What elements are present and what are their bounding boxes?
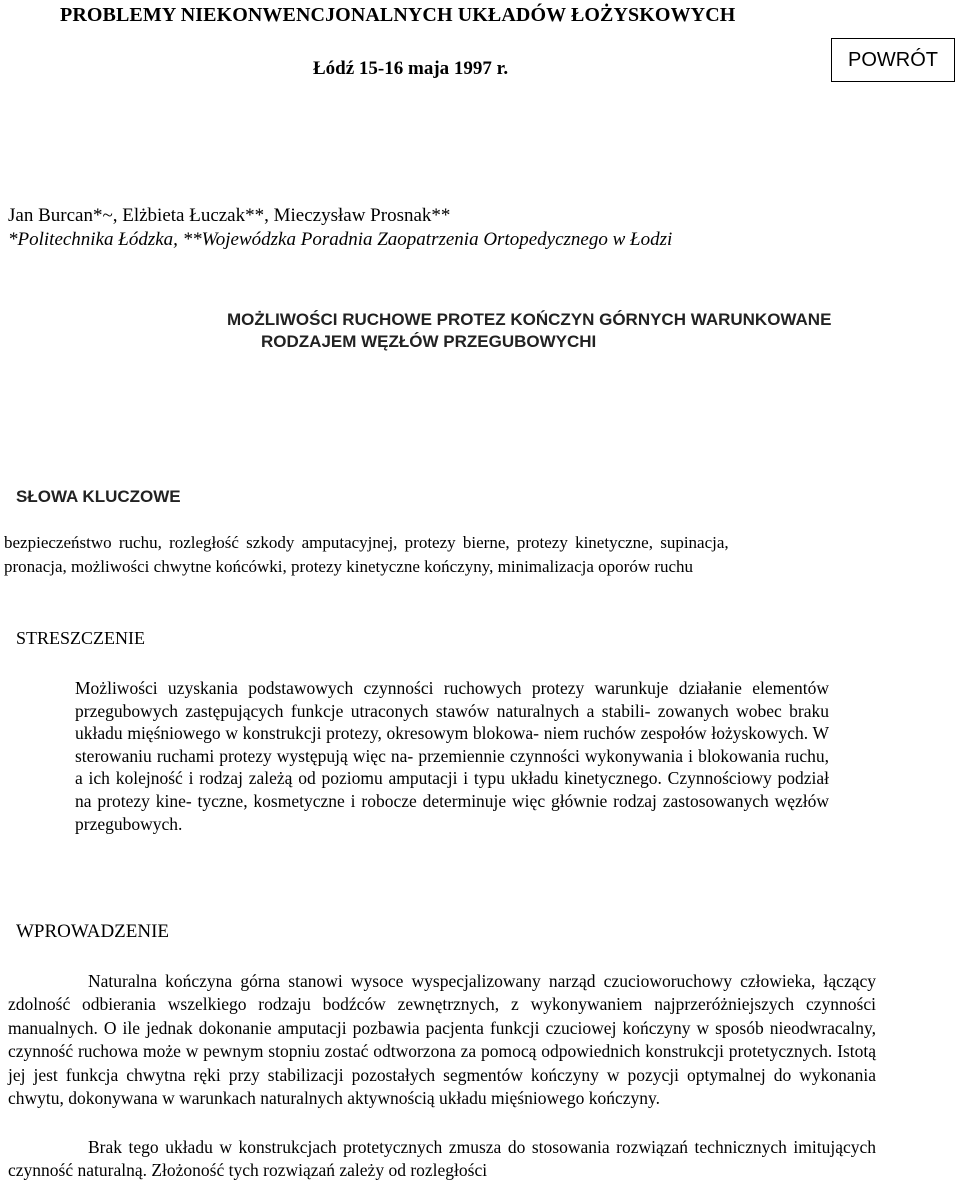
abstract-heading: STRESZCZENIE (16, 628, 145, 648)
keywords-line-1: bezpieczeństwo ruchu, rozległość szkody amputacyjnej, protezy bierne, protezy kinetyczne, supinacja, (4, 533, 729, 552)
keywords-heading: SŁOWA KLUCZOWE (16, 487, 181, 506)
introduction-paragraph-2: Brak tego układu w konstrukcjach protetycznych zmusza do stosowania rozwiązań technicznych imitujących czynność naturalną. Złożoność tych rozwiązań zależy od rozległości (8, 1137, 876, 1181)
introduction-heading: WPROWADZENIE (16, 921, 170, 942)
conference-title: PROBLEMY NIEKONWENCJONALNYCH UKŁADÓW ŁOŻYSKOWYCH (60, 4, 736, 26)
keywords-line-2: pronacja, możliwości chwytne końcówki, protezy kinetyczne kończyny, minimalizacja oporów ruchu (4, 557, 694, 576)
conference-date: Łódź 15-16 maja 1997 r. (313, 58, 509, 79)
paper-title-line-2: RODZAJEM WĘZŁÓW PRZEGUBOWYCHI (261, 332, 597, 351)
abstract-body: Możliwości uzyskania podstawowych czynności ruchowych protezy warunkuje działanie elementów przegubowych zastępujących funkcje utraconych stawów naturalnych a stabili- zowanych wobec braku układu mięśniowego w konstrukcji protezy, okresowym blokowa- niem ruchów zespołów łożyskowych. W sterowaniu ruchami protezy występują więc na- przemiennie czynności wykonywania i blokowania ruchu, a ich kolejność i rodzaj zależą od poziomu amputacji i typu układu kinetycznego. Czynnościowy podział na protezy kine- tyczne, kosmetyczne i robocze determinuje więc głównie rodzaj zastosowanych węzłów przegubowych. (75, 678, 829, 834)
return-button[interactable]: POWRÓT (831, 38, 955, 82)
paper-title-line-1: MOŻLIWOŚCI RUCHOWE PROTEZ KOŃCZYN GÓRNYCH WARUNKOWANE (227, 310, 832, 329)
introduction-paragraph-1: Naturalna kończyna górna stanowi wysoce wyspecjalizowany narząd czucioworuchowy człowieka, łączący zdolność odbierania wszelkiego rodzaju bodźców zewnętrznych, z wykonywaniem najprzeróżniejszych czynności manualnych. O ile jednak dokonanie amputacji pozbawia pacjenta funkcji czuciowej kończyny w sposób nieodwracalny, czynność ruchowa może w pewnym stopniu zostać odtworzona za pomocą odpowiednich konstrukcji protetycznych. Istotą jej jest funkcja chwytna ręki przy stabilizacji pozostałych segmentów kończyny w pozycji optymalnej do wykonania chwytu, dokonywana w warunkach naturalnych aktywnością układu mięśniowego kończyny. (8, 971, 876, 1109)
author-affiliations: *Politechnika Łódzka, **Wojewódzka Poradnia Zaopatrzenia Ortopedycznego w Łodzi (8, 229, 673, 250)
author-names: Jan Burcan*~, Elżbieta Łuczak**, Mieczysław Prosnak** (8, 205, 451, 226)
